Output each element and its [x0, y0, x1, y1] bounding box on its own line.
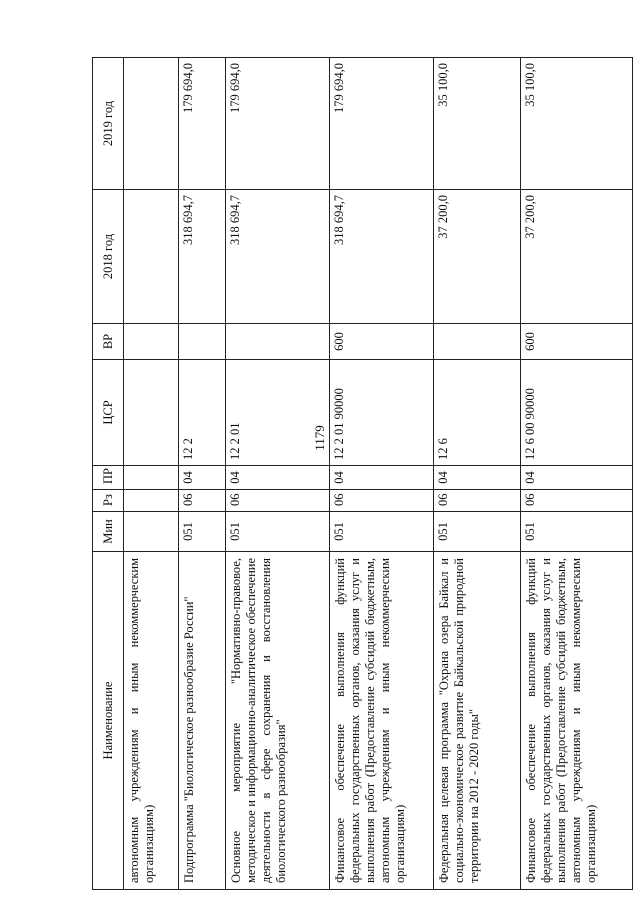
row-rz: 06: [330, 490, 434, 512]
table-row: [179, 58, 226, 890]
row-vr: [226, 324, 330, 360]
row-vr: 600: [330, 324, 434, 360]
page-number: 1179: [312, 425, 327, 451]
row-pr: 04: [434, 466, 521, 490]
row-csr: 12 2: [179, 360, 226, 466]
row-csr: 12 6 00 90000: [521, 360, 633, 466]
row-2019: 179 694,0: [226, 58, 330, 190]
row-csr: 12 2 01: [226, 360, 330, 466]
row-min: 051: [521, 512, 633, 552]
row-2019: [124, 58, 179, 190]
row-pr: 04: [521, 466, 633, 490]
row-csr: [124, 360, 179, 466]
header-2019: 2019 год: [93, 58, 124, 190]
row-name: автономным учреждениям и иным некоммерческим организациям): [124, 552, 179, 890]
row-pr: 04: [330, 466, 434, 490]
row-2018: 37 200,0: [521, 190, 633, 324]
row-name: Основное мероприятие "Нормативно-правовое, методическое и информационно-аналитическое обеспечение деятельности в сфере сохранения и восстановления биологического разнообразия": [226, 552, 330, 890]
row-2018: 318 694,7: [330, 190, 434, 324]
header-name: Наименование: [93, 552, 124, 890]
row-name: Финансовое обеспечение выполнения функций федеральных государственных органов, оказания услуг и выполнения работ (Предоставление субсидий бюджетным, автономным учреждениям и иным некоммерческим организациям): [330, 552, 434, 890]
row-vr: [434, 324, 521, 360]
row-rz: 06: [434, 490, 521, 512]
header-rz: Рз: [93, 490, 124, 512]
row-2019: 179 694,0: [330, 58, 434, 190]
header-2018: 2018 год: [93, 190, 124, 324]
row-2019: 179 694,0: [179, 58, 226, 190]
header-row: [93, 58, 124, 890]
row-2019: 35 100,0: [434, 58, 521, 190]
row-min: 051: [179, 512, 226, 552]
table-body: [124, 58, 633, 890]
row-min: 051: [434, 512, 521, 552]
header-csr: ЦСР: [93, 360, 124, 466]
table-row: [330, 58, 434, 890]
header-min: Мин: [93, 512, 124, 552]
row-2018: 318 694,7: [179, 190, 226, 324]
budget-table-sheet: [92, 58, 598, 890]
row-pr: 04: [179, 466, 226, 490]
header-pr: ПР: [93, 466, 124, 490]
row-2018: [124, 190, 179, 324]
row-name: Подпрограмма "Биологическое разнообразие России": [179, 552, 226, 890]
header-vr: ВР: [93, 324, 124, 360]
table-header: [93, 58, 124, 890]
row-csr: 12 2 01 90000: [330, 360, 434, 466]
table-row: [124, 58, 179, 890]
table-row: [521, 58, 633, 890]
row-min: 051: [226, 512, 330, 552]
budget-table: [92, 57, 633, 890]
row-min: 051: [330, 512, 434, 552]
row-pr: [124, 466, 179, 490]
row-2018: 37 200,0: [434, 190, 521, 324]
row-name: Финансовое обеспечение выполнения функций федеральных государственных органов, оказания услуг и выполнения работ (Предоставление субсидий бюджетным, автономным учреждениям и иным некоммерческим организациям): [521, 552, 633, 890]
row-2019: 35 100,0: [521, 58, 633, 190]
row-vr: [179, 324, 226, 360]
row-vr: 600: [521, 324, 633, 360]
row-min: [124, 512, 179, 552]
row-rz: 06: [179, 490, 226, 512]
row-vr: [124, 324, 179, 360]
table-row: [226, 58, 330, 890]
row-name: Федеральная целевая программа "Охрана озера Байкал и социально-экономическое развитие Байкальской природной территории на 2012 - 2020 годы": [434, 552, 521, 890]
row-rz: [124, 490, 179, 512]
row-rz: 06: [521, 490, 633, 512]
row-2018: 318 694,7: [226, 190, 330, 324]
row-rz: 06: [226, 490, 330, 512]
row-csr: 12 6: [434, 360, 521, 466]
row-pr: 04: [226, 466, 330, 490]
table-row: [434, 58, 521, 890]
